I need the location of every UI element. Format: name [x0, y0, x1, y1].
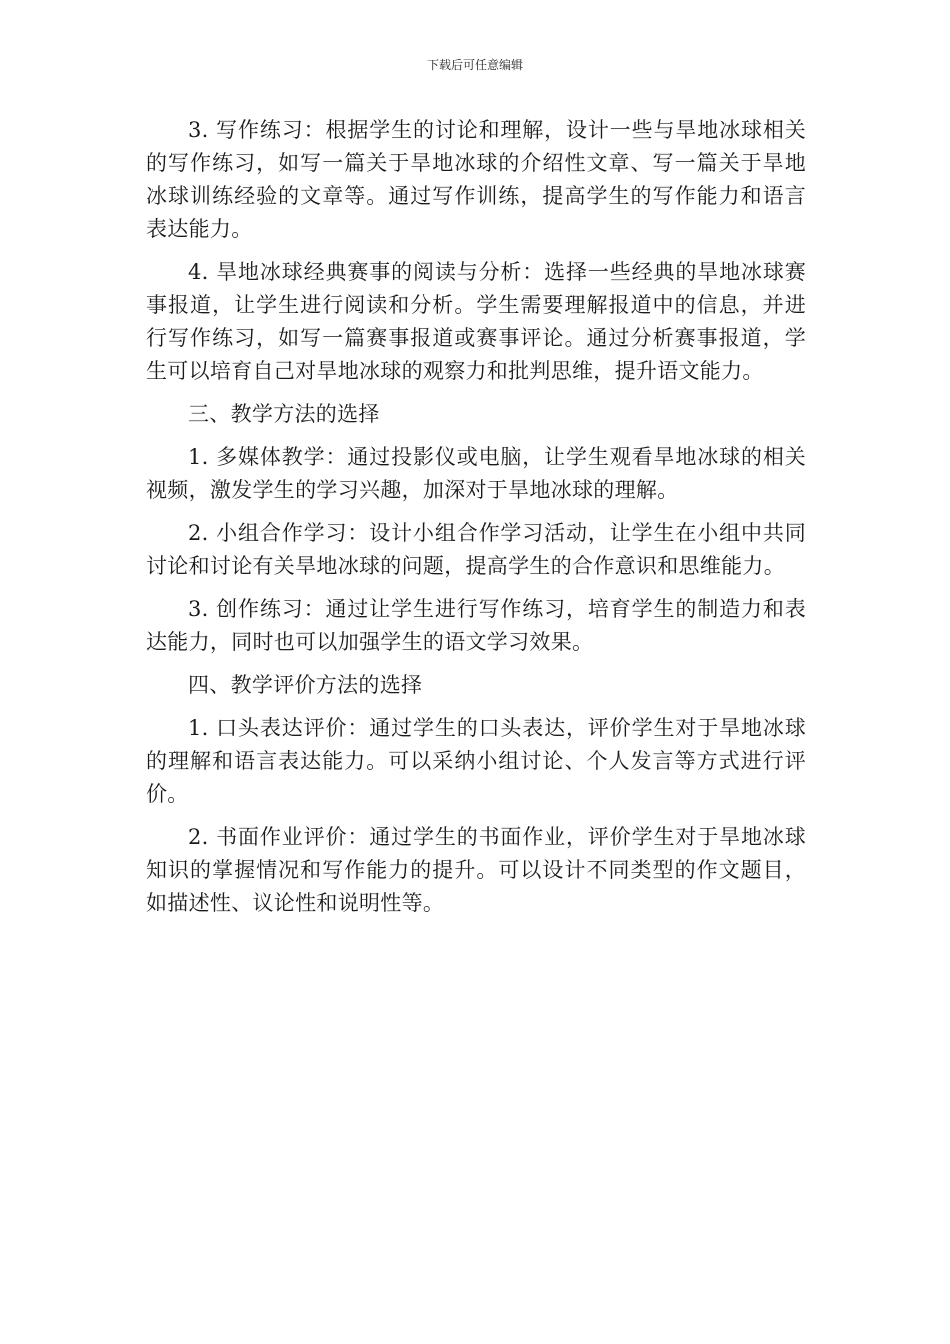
section-heading-evaluation-methods: 四、教学评价方法的选择	[188, 673, 423, 697]
paragraph-written-evaluation: 2. 书面作业评价：通过学生的书面作业，评价学生对于旱地冰球知识的掌握情况和写作能力的提升。可以设计不同类型的作文题目，如描述性、议论性和说明性等。	[146, 825, 806, 915]
paragraph-creative-practice: 3. 创作练习：通过让学生进行写作练习，培育学生的制造力和表达能力，同时也可以加强学生的语文学习效果。	[146, 597, 806, 654]
page-header: 下载后可任意编辑	[426, 58, 523, 72]
paragraph-group-cooperation: 2. 小组合作学习：设计小组合作学习活动，让学生在小组中共同讨论和讨论有关旱地冰球的问题，提高学生的合作意识和思维能力。	[146, 521, 806, 578]
section-heading-teaching-methods: 三、教学方法的选择	[188, 402, 380, 426]
paragraph-writing-practice: 3. 写作练习：根据学生的讨论和理解，设计一些与旱地冰球相关的写作练习，如写一篇关于旱地冰球的介绍性文章、写一篇关于旱地冰球训练经验的文章等。通过写作训练，提高学生的写作能力和语言表达能力。	[146, 118, 806, 241]
paragraph-oral-evaluation: 1. 口头表达评价：通过学生的口头表达，评价学生对于旱地冰球的理解和语言表达能力。可以采纳小组讨论、个人发言等方式进行评价。	[146, 716, 806, 806]
paragraph-classic-events-reading: 4. 旱地冰球经典赛事的阅读与分析：选择一些经典的旱地冰球赛事报道，让学生进行阅读和分析。学生需要理解报道中的信息，并进行写作练习，如写一篇赛事报道或赛事评论。通过分析赛事报道，学生可以培育自己对旱地冰球的观察力和批判思维，提升语文能力。	[146, 260, 806, 383]
document-body	[146, 114, 806, 930]
paragraph-multimedia-teaching: 1. 多媒体教学：通过投影仪或电脑，让学生观看旱地冰球的相关视频，激发学生的学习兴趣，加深对于旱地冰球的理解。	[146, 445, 806, 502]
